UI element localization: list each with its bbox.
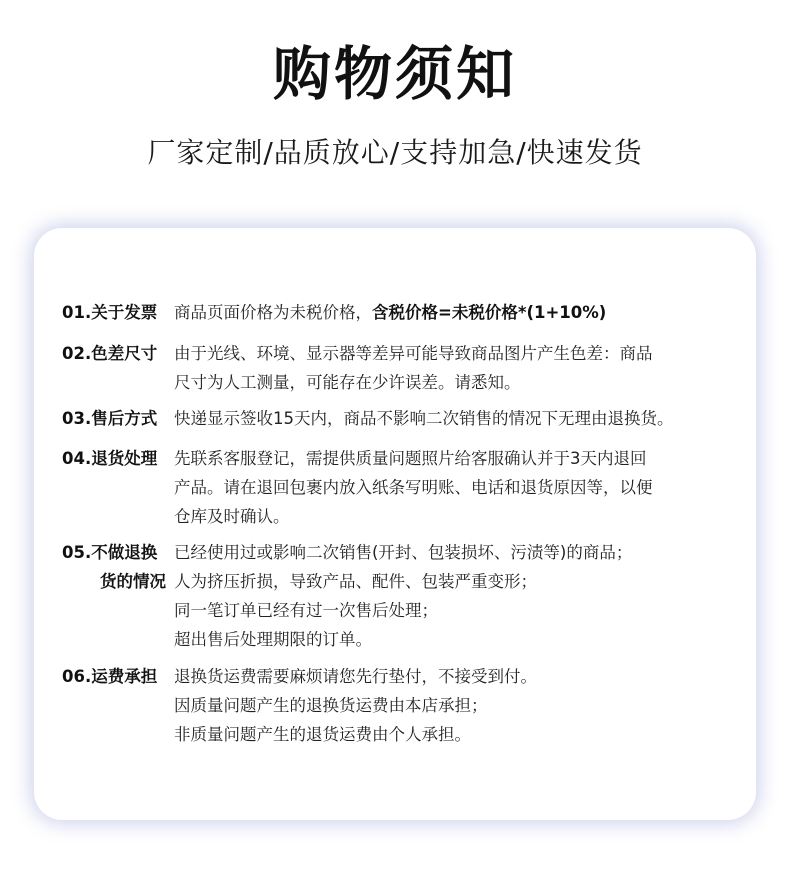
item-line: 先联系客服登记，需提供质量问题照片给客服确认并于3天内退回 — [174, 449, 647, 468]
item-label: 06.运费承担 — [62, 667, 158, 686]
item-line: 同一笔订单已经有过一次售后处理； — [174, 601, 438, 620]
page-subtitle: 厂家定制/品质放心/支持加急/快速发货 — [147, 136, 643, 169]
item-line: 超出售后处理期限的订单。 — [174, 630, 372, 649]
item-label: 03.售后方式 — [62, 409, 158, 428]
invoice-text: 商品页面价格为未税价格， — [174, 303, 372, 322]
item-line: 非质量问题产生的退货运费由个人承担。 — [174, 725, 471, 744]
item-line: 快递显示签收15天内，商品不影响二次销售的情况下无理由退换货。 — [174, 409, 674, 428]
item-label: 04.退货处理 — [62, 449, 158, 468]
item-line: 因质量问题产生的退换货运费由本店承担； — [174, 696, 488, 715]
item-label: 05.不做退换 — [62, 543, 158, 562]
item-line: 由于光线、环境、显示器等差异可能导致商品图片产生色差：商品 — [174, 344, 653, 363]
item-line: 仓库及时确认。 — [174, 507, 290, 526]
item-line — [174, 298, 742, 327]
item-text — [174, 538, 742, 654]
notice-item-return — [62, 444, 742, 531]
item-text — [174, 404, 742, 433]
item-line: 人为挤压折损，导致产品、配件、包装严重变形； — [174, 572, 537, 591]
notice-item-invoice — [62, 298, 742, 327]
item-line: 产品。请在退回包裹内放入纸条写明账、电话和退货原因等，以便 — [174, 478, 653, 497]
item-text — [174, 339, 742, 397]
item-line: 退换货运费需要麻烦请您先行垫付，不接受到付。 — [174, 667, 537, 686]
item-label: 01.关于发票 — [62, 303, 158, 322]
item-text — [174, 662, 742, 749]
invoice-emphasis: 含税价格=未税价格*(1+10%) — [372, 303, 607, 322]
notice-item-no-return — [62, 538, 742, 654]
item-label-continued: 货的情况 — [100, 572, 166, 591]
item-line: 已经使用过或影响二次销售(开封、包装损坏、污渍等)的商品； — [174, 543, 633, 562]
item-text — [174, 444, 742, 531]
item-line: 尺寸为人工测量，可能存在少许误差。请悉知。 — [174, 373, 521, 392]
item-label: 02.色差尺寸 — [62, 344, 158, 363]
item-text — [174, 298, 742, 327]
notice-item-after-sales — [62, 404, 742, 433]
notice-item-color-size — [62, 339, 742, 397]
notice-card — [34, 228, 756, 820]
notice-item-shipping — [62, 662, 742, 749]
page-title: 购物须知 — [272, 40, 517, 108]
